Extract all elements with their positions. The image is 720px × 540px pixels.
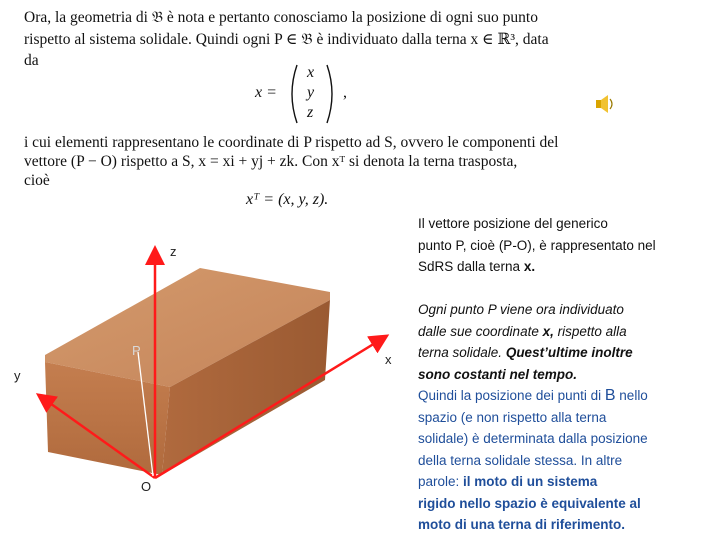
para3-line6	[418, 493, 710, 515]
label-P: P	[132, 343, 141, 358]
p3-l7: moto di una terna di riferimento.	[418, 517, 626, 532]
explanation-paragraph-1	[418, 213, 710, 278]
label-x: x	[385, 352, 392, 367]
para3-line4: della terna solidale stessa. In altre	[418, 452, 623, 468]
label-y: y	[14, 368, 21, 383]
para3-line5	[418, 471, 710, 493]
para2-line3	[418, 342, 710, 364]
label-O: O	[141, 479, 152, 494]
p2-l2c: rispetto alla	[553, 323, 627, 339]
para1-line2: punto P, cioè (P-O), è rappresentato nel	[418, 237, 656, 253]
p3-l1a: Quindi la posizione dei punti di	[418, 388, 605, 403]
p3-l1c: nello	[615, 388, 648, 403]
para1-text: SdRS dalla terna	[418, 259, 524, 274]
para1-bold: x.	[523, 259, 536, 274]
vector-y: y	[307, 84, 315, 101]
p3-l5b: il moto di un sistema	[463, 474, 598, 489]
para2-line4	[418, 364, 710, 386]
text-line-1: Ora, la geometria di 𝔅 è nota e pertanto conosciamo la posizione di ogni suo punto	[24, 9, 538, 26]
para3-line2: spazio (e non rispetto alla terna	[418, 409, 607, 425]
para1-line1: Il vettore posizione del generico	[418, 216, 608, 231]
para1-line3	[418, 256, 710, 278]
text-line-4: i cui elementi rappresentano le coordinate di P rispetto ad S, ovvero le componenti del	[24, 134, 559, 151]
p3-l6a: rigido nello spazio è equivalente al	[418, 495, 641, 511]
para2-line1	[418, 299, 710, 321]
vector-z: z	[307, 104, 314, 121]
label-z: z	[170, 244, 177, 259]
text-line-6: cioè	[24, 172, 50, 189]
text-line-2: rispetto al sistema solidale. Quindi ogni P ∈ 𝔅 è individuato dalla terna x ∈ ℝ³, data	[24, 31, 549, 48]
p3-l1b: B	[604, 387, 616, 404]
vector-x: x	[307, 64, 315, 81]
p2-l1: Ogni punto P viene ora individuato	[418, 302, 624, 317]
para3-line7	[418, 514, 710, 536]
para3-line1	[418, 385, 710, 407]
equation-comma: ,	[343, 84, 347, 101]
p3-l5a: parole:	[418, 474, 464, 489]
equation-lhs: x =	[255, 84, 277, 101]
p2-l4: sono costanti nel tempo.	[418, 366, 578, 382]
p2-l2a: dalle sue coordinate	[418, 323, 543, 339]
para3-line3: solidale) è determinata dalla posizione	[418, 431, 648, 446]
p2-l2b: x,	[542, 323, 554, 339]
equation-transpose: xᵀ = (x, y, z).	[246, 191, 329, 208]
p2-l3b: Quest’ultime inoltre	[505, 345, 633, 360]
text-line-3: da	[24, 52, 39, 69]
para2-line2	[418, 321, 710, 343]
explanation-paragraph-2	[418, 299, 710, 536]
p2-l3a: terna solidale.	[418, 345, 506, 360]
text-line-5: vettore (P − O) rispetto a S, x = xi + yj + zk. Con xᵀ si denota la terna trasposta,	[24, 153, 518, 170]
